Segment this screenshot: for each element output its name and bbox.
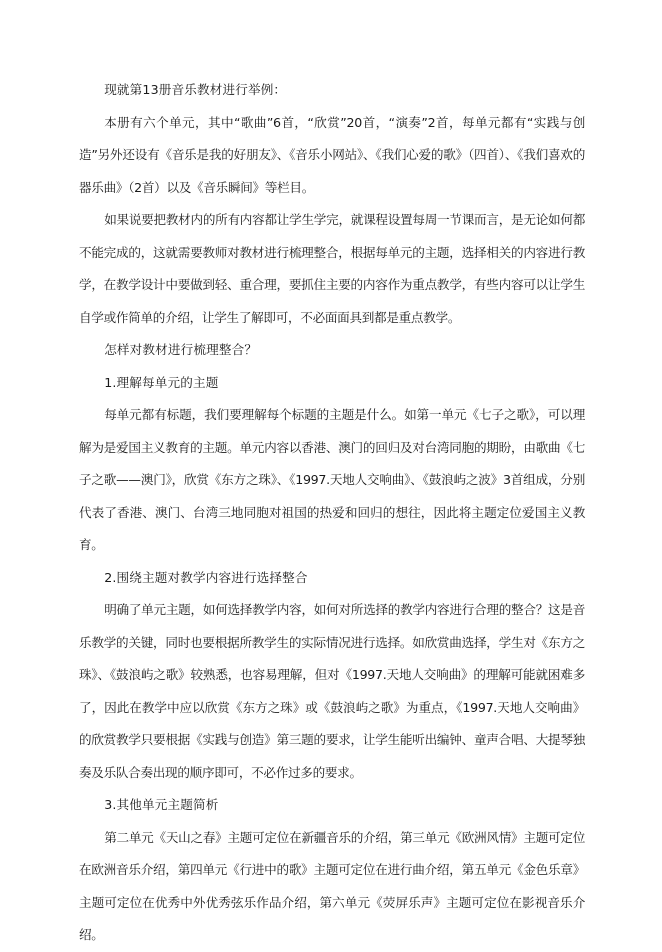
section-1-paragraph: 每单元都有标题，我们要理解每个标题的主题是什么。如第一单元《七子之歌》，可以理解为是爱国主义教育的主题。单元内容以香港、澳门的回归及对台湾同胞的期盼，由歌曲《七子之歌——澳门》，欣赏《东方之珠》、《1997.天地人交响曲》、《鼓浪屿之波》3首组成，分别代表了香港、澳门、台湾三地同胞对祖国的热爱和回归的想往，因此将主题定位爱国主义教育。 xyxy=(79,407,585,552)
section-2-paragraph: 明确了单元主题，如何选择教学内容，如何对所选择的教学内容进行合理的整合？这是音乐教学的关键，同时也要根据所教学生的实际情况进行选择。如欣赏曲选择，学生对《东方之珠》、《鼓浪屿之歌》较熟悉，也容易理解，但对《1997.天地人交响曲》的理解可能就困难多了，因此在教学中应以欣赏《东方之珠》或《鼓浪屿之歌》为重点，《1997.天地人交响曲》的欣赏教学只要根据《实践与创造》第三题的要求，让学生能听出编钟、童声合唱、大提琴独奏及乐队合奏出现的顺序即可，不必作过多的要求。 xyxy=(79,602,585,780)
section-3-heading: 3.其他单元主题简析 xyxy=(104,797,219,812)
section-1-heading: 1.理解每单元的主题 xyxy=(104,374,219,390)
section-2-heading: 2.围绕主题对教学内容进行选择整合 xyxy=(104,569,308,585)
book-overview-paragraph: 本册有六个单元，其中“歌曲”6首，“欣赏”20首，“演奏”2首，每单元都有“实践与创造”另外还设有《音乐是我的好朋友》、《音乐小网站》、《我们心爱的歌》（四首）、《我们喜欢的器乐曲》（2首）以及《音乐瞬间》等栏目。 xyxy=(79,114,585,195)
question-heading: 怎样对教材进行梳理整合？ xyxy=(104,342,258,357)
intro-paragraph: 现就第13册音乐教材进行举例： xyxy=(104,82,287,97)
integration-need-paragraph: 如果说要把教材内的所有内容都让学生学完，就课程设置每周一节课而言，是无论如何都不能完成的，这就需要教师对教材进行梳理整合，根据每单元的主题，选择相关的内容进行教学，在教学设计中要做到轻、重合理，要抓住主要的内容作为重点教学，有些内容可以让学生自学或作简单的介绍，让学生了解即可，不必面面具到都是重点教学。 xyxy=(79,212,585,325)
section-3-paragraph: 第二单元《天山之春》主题可定位在新疆音乐的介绍，第三单元《欧洲风情》主题可定位在欧洲音乐介绍，第四单元《行进中的歌》主题可定位在进行曲介绍，第五单元《金色乐章》主题可定位在优秀中外优秀弦乐作品介绍，第六单元《荧屏乐声》主题可定位在影视音乐介绍。 xyxy=(79,829,585,942)
document-body xyxy=(79,74,585,952)
